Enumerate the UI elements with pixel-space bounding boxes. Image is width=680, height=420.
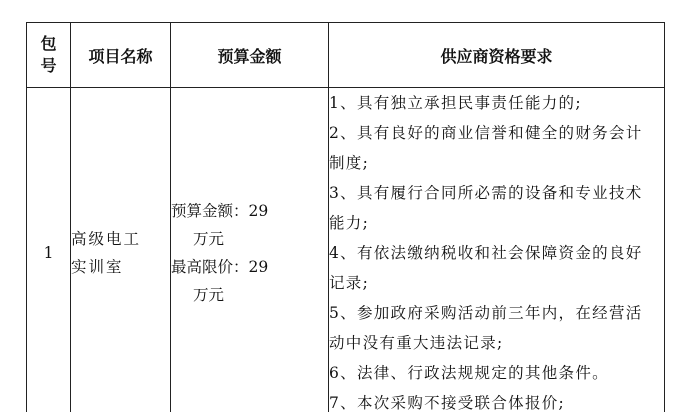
requirement-item: 3、具有履行合同所必需的设备和专业技术 能力; bbox=[329, 184, 643, 232]
header-project-name: 项目名称 bbox=[71, 23, 171, 88]
header-budget: 预算金额 bbox=[171, 23, 329, 88]
requirement-item: 5、参加政府采购活动前三年内，在经营活 动中没有重大违法记录; bbox=[329, 304, 643, 352]
supplier-requirements bbox=[329, 88, 665, 419]
project-name: 高级电工 实训室 bbox=[71, 88, 171, 419]
header-package-number: 包 号 bbox=[27, 23, 71, 88]
requirement-item: 1、具有独立承担民事责任能力的; bbox=[329, 94, 582, 112]
budget-amount: 预算金额：29 万元 最高限价：29 万元 bbox=[171, 88, 329, 419]
page-cut-edge bbox=[0, 412, 680, 420]
header-row bbox=[27, 23, 665, 88]
package-number: 1 bbox=[27, 88, 71, 419]
procurement-table bbox=[26, 22, 665, 419]
requirement-item: 4、有依法缴纳税收和社会保障资金的良好 记录; bbox=[329, 244, 643, 292]
requirement-item: 7、本次采购不接受联合体报价; bbox=[329, 394, 566, 412]
requirement-item: 6、法律、行政法规规定的其他条件。 bbox=[329, 364, 609, 382]
table-row bbox=[27, 88, 665, 419]
header-requirements: 供应商资格要求 bbox=[329, 23, 665, 88]
requirement-item: 2、具有良好的商业信誉和健全的财务会计 制度; bbox=[329, 124, 643, 172]
